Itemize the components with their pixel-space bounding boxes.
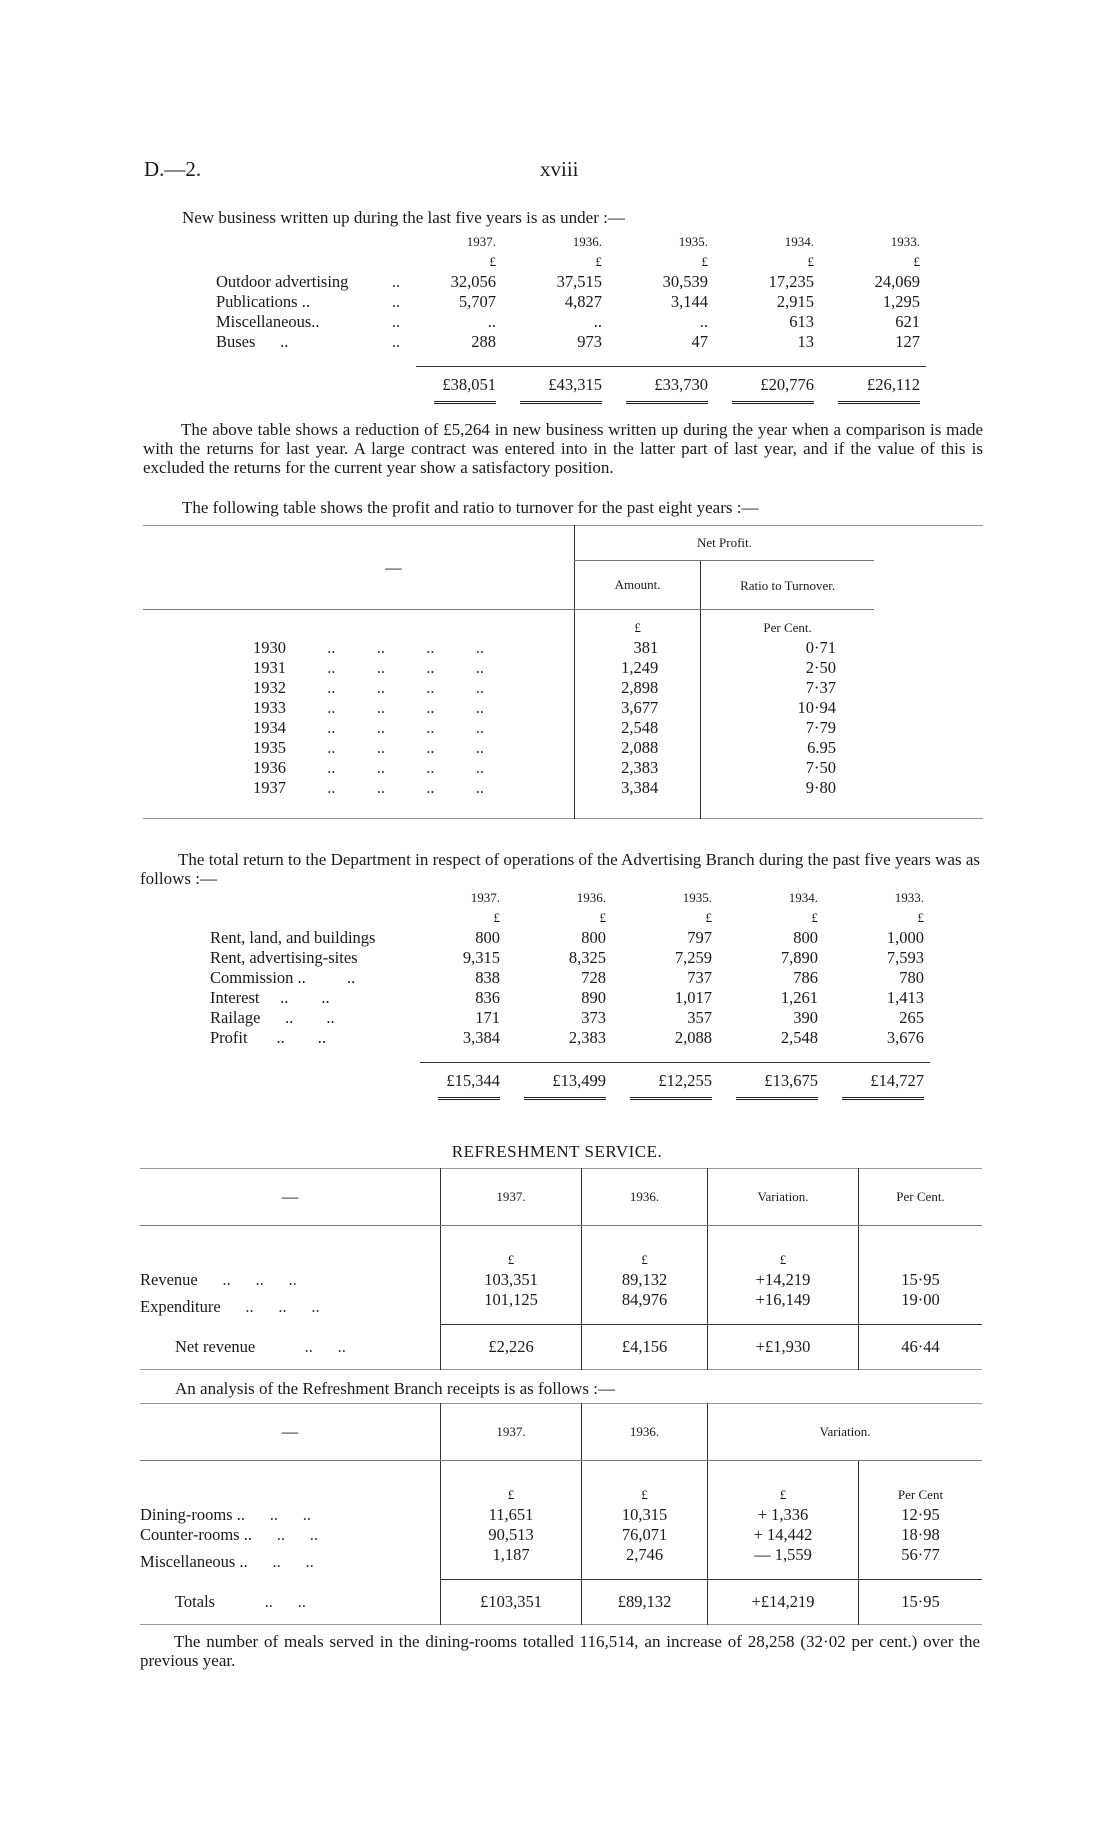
leader-dots: .. .. (251, 1525, 318, 1544)
leader-dots: .. .. .. .. (286, 738, 484, 757)
double-underline (838, 401, 920, 404)
amount-value: 2,548 (574, 718, 700, 738)
new-business-table (216, 232, 926, 410)
cell-value: 32,056 (450, 272, 496, 291)
cell-value: .. (593, 312, 602, 331)
cell-value: +14,219 (708, 1270, 859, 1290)
pound-unit-1937: £ (441, 1226, 582, 1271)
cell-value: 2,915 (776, 292, 814, 311)
double-underline (524, 1097, 606, 1100)
cell-value: 84,976 (582, 1290, 708, 1325)
table-row (140, 1270, 982, 1290)
row-label: Counter-rooms .. .. .. (140, 1525, 318, 1544)
amount-value: 1,249 (574, 658, 700, 678)
cell-value: 1,187 (441, 1545, 582, 1580)
pound-unit: £ (489, 254, 496, 269)
ratio-value: 7·79 (701, 718, 874, 738)
row-label: Rent, advertising-sites (210, 948, 358, 967)
double-underline (520, 401, 602, 404)
leader-dots: .. .. (247, 1552, 314, 1572)
leader-dots: .. (391, 272, 401, 291)
paragraph-reduction: The above table shows a reduction of £5,264 in new business written up during the year when a comparison is made with the returns for last year. A large contract was entered into in the latter part of last year, and if the value of this is excluded the returns for the current year show a satisfactory position. (143, 420, 983, 477)
spacer-row (210, 1048, 930, 1062)
cell-value: 728 (581, 968, 606, 987)
pound-unit: £ (807, 254, 814, 269)
double-underline (626, 401, 708, 404)
row-label: Commission .. .. (210, 968, 356, 987)
total-return-table (210, 888, 930, 1106)
table-row (216, 332, 926, 352)
total-value: £2,226 (441, 1325, 582, 1370)
cell-value: 1,000 (886, 928, 924, 947)
cell-value: 1,017 (674, 988, 712, 1007)
cell-value: 30,539 (662, 272, 708, 291)
profit-ratio-table (143, 525, 983, 819)
row-label: Railage .. .. (210, 1008, 335, 1027)
leader-dots: .. .. (244, 1505, 311, 1524)
leader-dots: .. .. .. .. (286, 698, 484, 717)
spacer (701, 798, 874, 819)
ratio-value: 7·50 (701, 758, 874, 778)
unit-row (140, 1461, 982, 1506)
document-reference: D.—2. (144, 157, 202, 181)
ratio-value: 6.95 (701, 738, 874, 758)
total-value: £12,255 (612, 1062, 718, 1106)
year-header: 1937. £ (466, 234, 496, 269)
paragraph-total-return: The total return to the Department in respect of operations of the Advertising Branch during the past five years was as follows :— (140, 850, 980, 888)
cell-value: 357 (687, 1008, 712, 1027)
total-value: £13,499 (506, 1062, 612, 1106)
double-underline (732, 401, 814, 404)
totals-row (140, 1580, 982, 1625)
total-value: £20,776 (714, 366, 820, 410)
table-row (210, 968, 930, 988)
cell-value: 613 (789, 312, 814, 331)
totals-label: Net revenue .. .. (175, 1336, 346, 1356)
double-underline (842, 1097, 924, 1100)
amount-value: 2,383 (574, 758, 700, 778)
cell-value: +16,149 (708, 1290, 859, 1325)
year-label: 1934 .. .. .. .. (253, 718, 484, 737)
cell-value: 800 (475, 928, 500, 947)
year-header: 1933. £ (890, 234, 920, 269)
row-label: Rent, land, and buildings (210, 928, 376, 947)
total-value: 15·95 (859, 1580, 983, 1625)
total-value: £33,730 (608, 366, 714, 410)
leader-dots: .. .. .. .. (286, 778, 484, 797)
dash-header: — (140, 1404, 441, 1461)
cell-value: 7,259 (674, 948, 712, 967)
cell-value: 2,746 (582, 1545, 708, 1580)
total-value: +£14,219 (708, 1580, 859, 1625)
cell-value: 890 (581, 988, 606, 1007)
cell-value: 2,548 (780, 1028, 818, 1047)
year-header: 1936. £ (572, 234, 602, 269)
total-value: £26,112 (820, 366, 926, 410)
cell-value: 390 (793, 1008, 818, 1027)
column-header: 1936. (582, 1169, 708, 1226)
total-value: £13,675 (718, 1062, 824, 1106)
row-label: Expenditure .. .. .. (140, 1297, 320, 1317)
year-header: 1935. £ (678, 234, 708, 269)
section-title: REFRESHMENT SERVICE. (451, 1142, 663, 1161)
totals-label: Totals .. .. (175, 1591, 306, 1611)
cell-value: 19·00 (859, 1290, 983, 1325)
cell-value: 621 (895, 312, 920, 331)
cell-value: 90,513 (441, 1525, 582, 1545)
ratio-value: 0·71 (701, 638, 874, 658)
amount-value: 2,088 (574, 738, 700, 758)
cell-value: 76,071 (582, 1525, 708, 1545)
pound-unit: £ (917, 910, 924, 925)
header-row (143, 526, 983, 561)
year-label: 1935 .. .. .. .. (253, 738, 484, 757)
cell-value: 171 (475, 1008, 500, 1027)
spacer (574, 798, 700, 819)
year-header: 1933. £ (894, 890, 924, 925)
leader-dots: .. (391, 292, 401, 311)
cell-value: 780 (899, 968, 924, 987)
row-label: Interest .. .. (210, 988, 330, 1007)
cell-value: 797 (687, 928, 712, 947)
year-label: 1937 .. .. .. .. (253, 778, 484, 797)
amount-value: 381 (574, 638, 700, 658)
receipts-table (140, 1403, 982, 1625)
totals-label (216, 366, 376, 410)
leader-dots: .. (391, 312, 401, 331)
year-header: 1936. £ (576, 890, 606, 925)
year-label: 1936 .. .. .. .. (253, 758, 484, 777)
cell-value: 89,132 (582, 1270, 708, 1290)
leader-dots: .. (391, 332, 401, 351)
leader-dots: .. .. (255, 1336, 346, 1356)
row-label: Buses .. (216, 332, 289, 351)
table-row (143, 738, 983, 758)
column-header: 1937. (441, 1169, 582, 1226)
header-row (216, 232, 926, 272)
ratio-value: 7·37 (701, 678, 874, 698)
pound-unit-1937: £ (441, 1461, 582, 1506)
ratio-value: 10·94 (701, 698, 874, 718)
cell-value: 800 (581, 928, 606, 947)
double-underline (434, 401, 496, 404)
cell-value: 9,315 (462, 948, 500, 967)
ratio-unit: Per Cent. (701, 610, 874, 639)
cell-value: 12·95 (859, 1505, 983, 1525)
table-row (143, 698, 983, 718)
cell-value: 56·77 (859, 1545, 983, 1580)
cell-value: 265 (899, 1008, 924, 1027)
table-row (140, 1525, 982, 1545)
table-row (143, 678, 983, 698)
header-row (140, 1169, 982, 1226)
ratio-header: Ratio to Turnover. (701, 561, 874, 610)
blank (140, 1461, 441, 1506)
table-row (143, 758, 983, 778)
pound-unit: £ (705, 910, 712, 925)
cell-value: — 1,559 (708, 1545, 859, 1580)
spacer-row (143, 798, 983, 819)
amount-value: 3,677 (574, 698, 700, 718)
leader-dots: .. .. .. (220, 1297, 320, 1317)
total-value: £89,132 (582, 1580, 708, 1625)
double-underline (438, 1097, 500, 1100)
cell-value: 786 (793, 968, 818, 987)
leader-dots: .. .. .. .. (286, 758, 484, 777)
cell-value: 101,125 (441, 1290, 582, 1325)
unit-row (140, 1226, 982, 1271)
total-value: £14,727 (824, 1062, 930, 1106)
column-header: 1937. (441, 1404, 582, 1461)
cell-value: 2,383 (568, 1028, 606, 1047)
cell-value: 10,315 (582, 1505, 708, 1525)
refreshment-service-table (140, 1168, 982, 1370)
paragraph-profit-intro: The following table shows the profit and ratio to turnover for the past eight years :— (182, 498, 759, 517)
cell-value: + 1,336 (708, 1505, 859, 1525)
pound-unit: £ (493, 910, 500, 925)
pound-unit: £ (701, 254, 708, 269)
new-business-intro: New business written up during the last five years is as under :— (182, 208, 625, 227)
cell-value: 5,707 (458, 292, 496, 311)
column-header: 1936. (582, 1404, 708, 1461)
total-value: £43,315 (502, 366, 608, 410)
ratio-value: 9·80 (701, 778, 874, 798)
table-row (143, 658, 983, 678)
header-row (210, 888, 930, 928)
row-label: Revenue .. .. .. (140, 1270, 297, 1289)
total-value: £103,351 (441, 1580, 582, 1625)
table-row (216, 312, 926, 332)
header-row (140, 1404, 982, 1461)
double-underline (736, 1097, 818, 1100)
table-row (143, 718, 983, 738)
page-number: xviii (540, 157, 579, 181)
table-row (210, 988, 930, 1008)
table-row (140, 1290, 982, 1325)
cell-value: 973 (577, 332, 602, 351)
totals-row (210, 1062, 930, 1106)
double-underline (630, 1097, 712, 1100)
column-header: Variation. (708, 1169, 859, 1226)
cell-value: 13 (797, 332, 814, 351)
cell-value: 15·95 (859, 1270, 983, 1290)
blank (874, 526, 983, 561)
blank (140, 1226, 441, 1271)
dash-header: — (143, 526, 574, 610)
total-value: £15,344 (420, 1062, 506, 1106)
totals-label (210, 1062, 420, 1106)
cell-value: .. (699, 312, 708, 331)
pound-unit: £ (595, 254, 602, 269)
leader-dots: .. .. (215, 1591, 306, 1611)
year-label: 1930 .. .. .. .. (253, 638, 484, 657)
table-row (140, 1545, 982, 1580)
year-header: 1934. £ (784, 234, 814, 269)
row-label: Publications .. (216, 292, 310, 311)
table-row (140, 1505, 982, 1525)
cell-value: 800 (793, 928, 818, 947)
year-header: 1934. £ (788, 890, 818, 925)
cell-value: 836 (475, 988, 500, 1007)
paragraph-receipts-intro: An analysis of the Refreshment Branch receipts is as follows :— (175, 1379, 616, 1398)
total-value: £4,156 (582, 1325, 708, 1370)
cell-value: .. (487, 312, 496, 331)
row-label: Profit .. .. (210, 1028, 326, 1047)
leader-dots: .. .. .. .. (286, 678, 484, 697)
unit-row (143, 610, 983, 639)
table-row (143, 778, 983, 798)
table-row (210, 928, 930, 948)
row-label: Outdoor advertising (216, 272, 349, 291)
row-label: Dining-rooms .. .. .. (140, 1505, 311, 1524)
amount-value: 2,898 (574, 678, 700, 698)
row-label: Miscellaneous .. .. .. (140, 1552, 314, 1572)
total-value: £38,051 (416, 366, 502, 410)
pound-unit: £ (599, 910, 606, 925)
cell-value: 288 (471, 332, 496, 351)
cell-value: 47 (691, 332, 708, 351)
cell-value: 17,235 (768, 272, 814, 291)
cell-value: 373 (581, 1008, 606, 1027)
cell-value: 838 (475, 968, 500, 987)
year-label: 1933 .. .. .. .. (253, 698, 484, 717)
cell-value: 737 (687, 968, 712, 987)
totals-row (140, 1325, 982, 1370)
table-row (143, 638, 983, 658)
table-row (216, 272, 926, 292)
leader-dots: .. .. .. .. (286, 718, 484, 737)
row-label-header (216, 232, 376, 272)
year-header: 1935. £ (682, 890, 712, 925)
cell-value: 3,676 (886, 1028, 924, 1047)
year-label: 1931 .. .. .. .. (253, 658, 484, 677)
cell-value: 24,069 (874, 272, 920, 291)
spacer (210, 1048, 420, 1062)
table-row (210, 1028, 930, 1048)
cell-value: 1,413 (886, 988, 924, 1007)
totals-dots (376, 366, 416, 410)
amount-unit: £ (574, 610, 700, 639)
row-label-header (210, 888, 420, 928)
table-row (216, 292, 926, 312)
pound-unit: £ (913, 254, 920, 269)
table-row (210, 1008, 930, 1028)
cell-value: 8,325 (568, 948, 606, 967)
column-header: Variation. (708, 1404, 983, 1461)
percent-unit: Per Cent (859, 1461, 983, 1506)
paragraph-meals: The number of meals served in the dining-rooms totalled 116,514, an increase of 28,258 (32·02 per cent.) over the previous year. (140, 1632, 980, 1670)
cell-value: 7,890 (780, 948, 818, 967)
pound-unit-variation: £ (708, 1461, 859, 1506)
cell-value: 1,295 (882, 292, 920, 311)
row-label: Miscellaneous.. (216, 312, 320, 331)
total-value: +£1,930 (708, 1325, 859, 1370)
amount-value: 3,384 (574, 778, 700, 798)
leader-dots: .. .. .. .. (286, 638, 484, 657)
cell-value: 2,088 (674, 1028, 712, 1047)
blank (143, 610, 574, 639)
net-profit-header: Net Profit. (574, 526, 874, 561)
amount-header: Amount. (574, 561, 700, 610)
cell-value: 18·98 (859, 1525, 983, 1545)
total-value: 46·44 (859, 1325, 983, 1370)
cell-value: 4,827 (564, 292, 602, 311)
cell-value: 1,261 (780, 988, 818, 1007)
dash-header: — (140, 1169, 441, 1226)
pound-unit-variation: £ (708, 1226, 859, 1271)
year-label: 1932 .. .. .. .. (253, 678, 484, 697)
cell-value: + 14,442 (708, 1525, 859, 1545)
year-header: 1937. £ (470, 890, 500, 925)
spacer-row (216, 352, 926, 366)
cell-value: 3,144 (670, 292, 708, 311)
spacer (143, 798, 574, 819)
totals-row (216, 366, 926, 410)
spacer (216, 352, 376, 366)
cell-value: 3,384 (462, 1028, 500, 1047)
ratio-value: 2·50 (701, 658, 874, 678)
cell-value: 127 (895, 332, 920, 351)
dots-header (376, 232, 416, 272)
cell-value: 103,351 (441, 1270, 582, 1290)
column-header: Per Cent. (859, 1169, 983, 1226)
pound-unit: £ (811, 910, 818, 925)
cell-value: 11,651 (441, 1505, 582, 1525)
table-row (210, 948, 930, 968)
cell-value: 37,515 (556, 272, 602, 291)
pound-unit-1936: £ (582, 1226, 708, 1271)
cell-value: 7,593 (886, 948, 924, 967)
pound-unit-1936: £ (582, 1461, 708, 1506)
leader-dots: .. .. .. .. (286, 658, 484, 677)
percent-unit (859, 1226, 983, 1271)
leader-dots: .. .. .. (197, 1270, 297, 1289)
